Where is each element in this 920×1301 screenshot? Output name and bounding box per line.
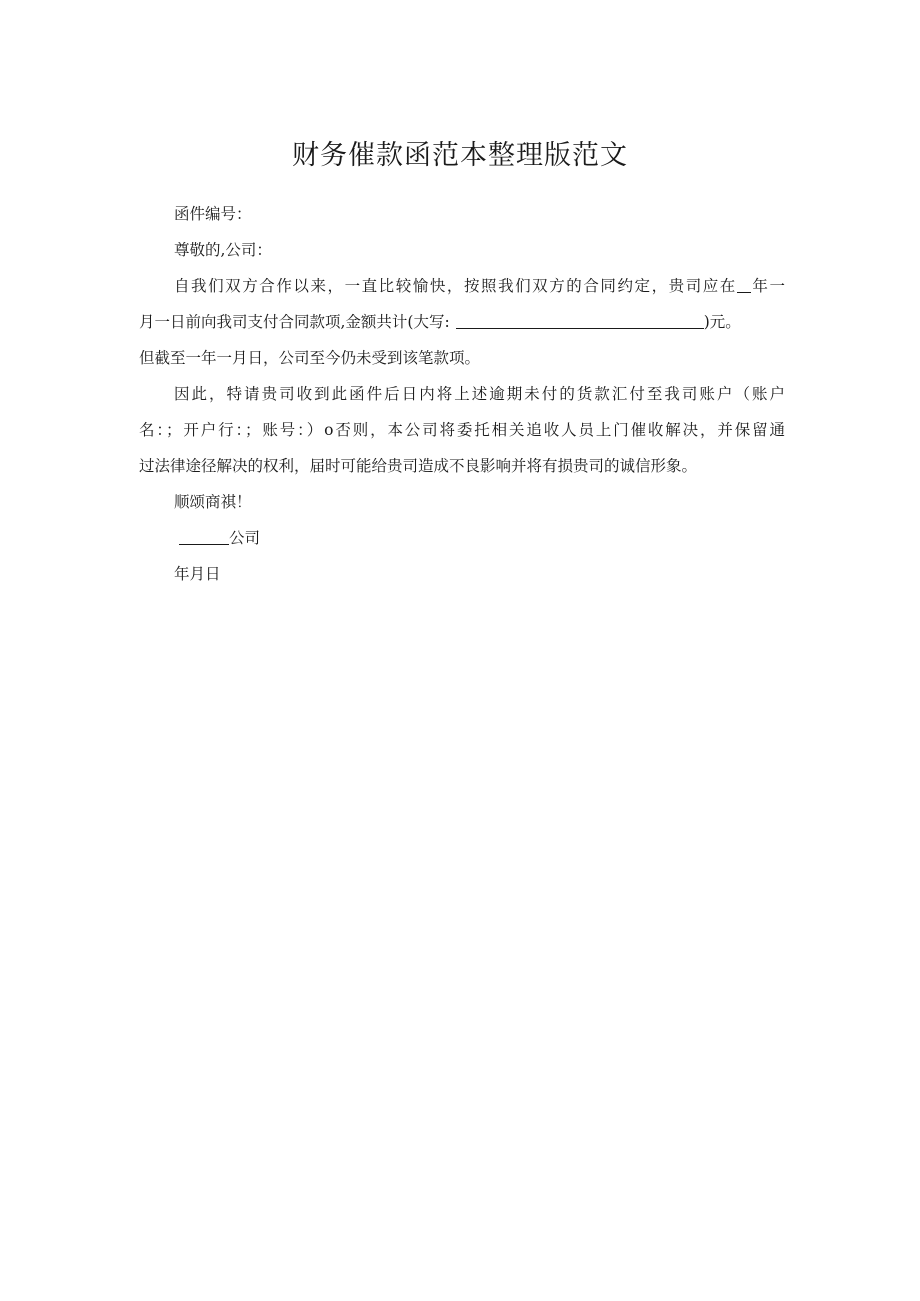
text-run: 自我们双方合作以来，一直比较愉快，按照我们双方的合同约定，贵司应在	[174, 277, 737, 295]
paragraph-line	[139, 304, 785, 340]
paragraph-line	[139, 268, 785, 304]
blank-company-name	[179, 528, 229, 545]
text-run: 年一	[750, 277, 785, 295]
paragraph-remittance-notice	[139, 376, 785, 484]
paragraph-line: 但截至一年一月日，公司至今仍未受到该笔款项。	[139, 349, 481, 367]
paragraph-line: 过法律途径解决的权利，届时可能给贵司造成不良影响并将有损贵司的诚信形象。	[139, 457, 698, 475]
letter-body	[139, 196, 785, 592]
closing-phrase: 顺颂商祺！	[174, 493, 252, 511]
blank-amount-field	[456, 312, 704, 329]
signature-company: 公司	[229, 529, 261, 547]
paragraph-line: 因此，特请贵司收到此函件后日内将上述逾期未付的货款汇付至我司账户（账户	[174, 385, 785, 403]
signature-line	[139, 520, 785, 556]
text-run: 月一日前向我司支付合同款项,金额共计(大写:	[139, 313, 450, 331]
blank-year-field	[737, 276, 751, 293]
salutation: 尊敬的,公司：	[174, 241, 272, 259]
document-title: 财务催款函范本整理版范文	[292, 140, 628, 171]
paragraph-line: 名：；开户行：；账号：）o否则，本公司将委托相关追收人员上门催收解决，并保留通	[139, 421, 785, 439]
text-run: )元。	[703, 313, 741, 331]
paragraph-payment-request	[139, 268, 785, 376]
letter-number: 函件编号：	[174, 205, 252, 223]
letter-date: 年月日	[174, 565, 221, 583]
